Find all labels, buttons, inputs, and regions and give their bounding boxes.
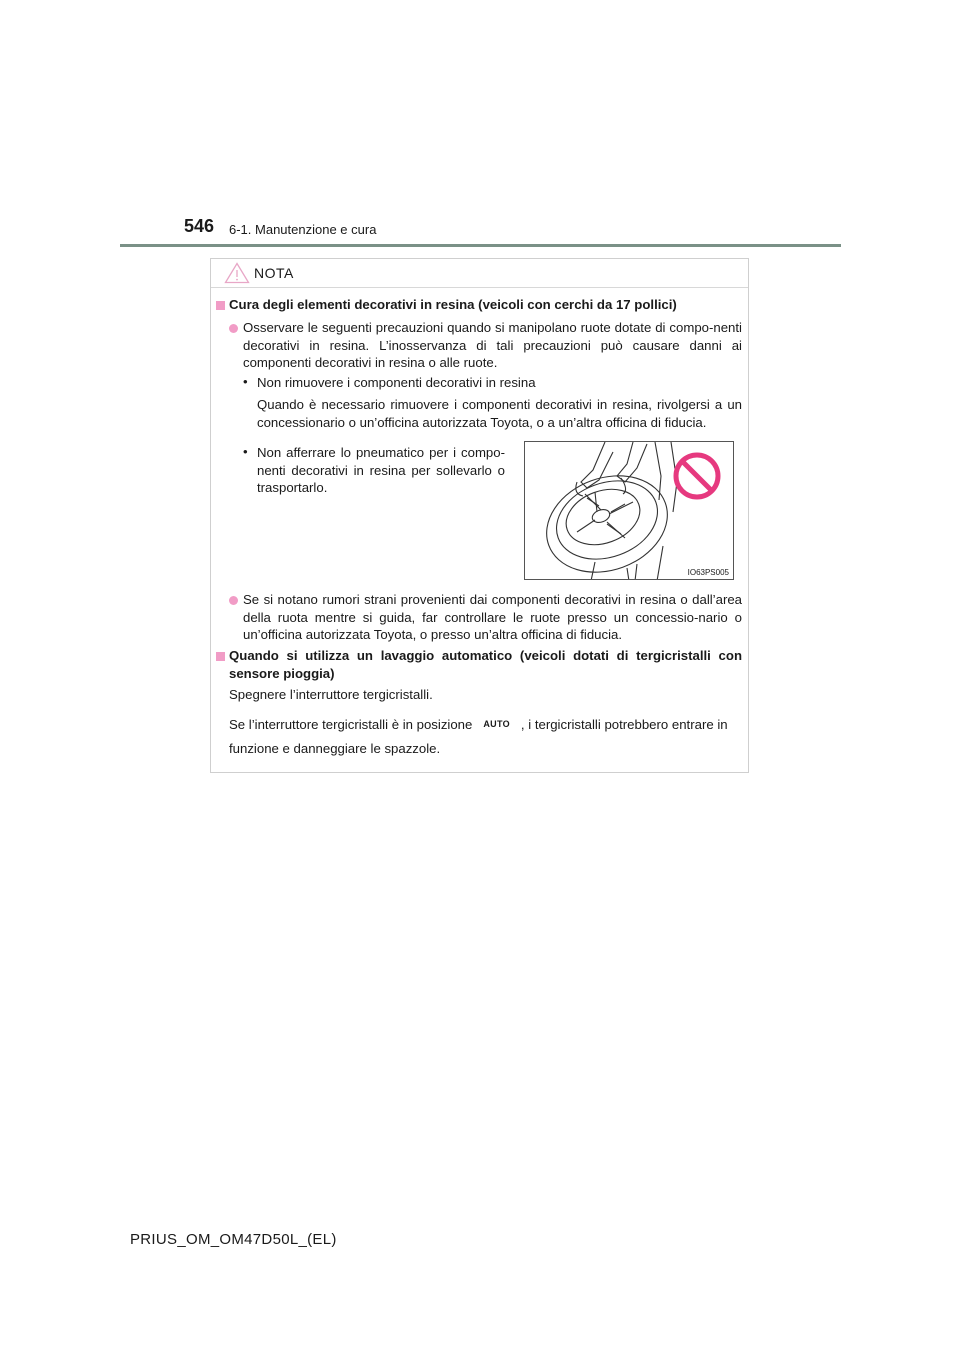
document-code: PRIUS_OM_OM47D50L_(EL)	[130, 1231, 337, 1248]
paragraph: Spegnere l’interruttore tergicristalli.	[229, 687, 433, 702]
paragraph: funzione e danneggiare le spazzole.	[229, 741, 441, 756]
section-heading: Quando si utilizza un lavaggio automatico (veicoli dotati di tergicristalli con sensore pioggia)	[229, 648, 742, 681]
sub-item-title: Non rimuovere i componenti decorativi in resina	[257, 375, 536, 390]
page-number: 546	[184, 216, 215, 236]
tire-handling-drawing	[525, 442, 734, 580]
bullet-marker: •	[243, 444, 248, 459]
sub-item-text: Non afferrare lo pneumatico per i compo-nenti decorativi in resina per sollevarlo o trasportarlo.	[257, 445, 505, 495]
note-header	[224, 262, 294, 284]
paragraph: Osservare le seguenti precauzioni quando si manipolano ruote dotate di compo-nenti decorativi in resina. L’inosservanza di tali precauzioni può causare danni ai componenti decorativi in resina o alle ruote.	[243, 320, 742, 370]
section-heading: Cura degli elementi decorativi in resina (veicoli con cerchi da 17 pollici)	[229, 297, 677, 312]
note-title: NOTA	[254, 265, 294, 281]
bullet-marker: •	[243, 374, 248, 389]
note-divider	[211, 287, 748, 288]
sub-item-text: Quando è necessario rimuovere i componenti decorativi in resina, rivolgersi a un concessionario o un’officina autorizzata Toyota, o a un’altra officina di fiducia.	[257, 397, 742, 430]
section-title: 6-1. Manutenzione e cura	[229, 222, 377, 237]
figure-code: IO63PS005	[687, 568, 729, 577]
auto-symbol: AUTO	[483, 719, 510, 729]
prohibition-icon	[676, 455, 718, 497]
paragraph-with-auto-symbol	[229, 716, 749, 734]
text-after-symbol: , i tergicristalli potrebbero entrare in	[520, 717, 728, 732]
square-bullet-icon	[216, 301, 225, 310]
paragraph: Se si notano rumori strani provenienti dai componenti decorativi in resina o dall’area della ruota mentre si guida, far controllare le ruote presso un concessio-nario o un’officina autorizzata Toyota, o presso un’altra officina di fiducia.	[243, 592, 742, 642]
header-rule	[120, 244, 841, 247]
square-bullet-icon	[216, 652, 225, 661]
warning-triangle-icon	[224, 262, 250, 284]
wheel-illustration	[524, 441, 734, 580]
text-before-symbol: Se l’interruttore tergicristalli è in posizione	[229, 717, 473, 732]
circle-bullet-icon	[229, 596, 238, 605]
circle-bullet-icon	[229, 324, 238, 333]
